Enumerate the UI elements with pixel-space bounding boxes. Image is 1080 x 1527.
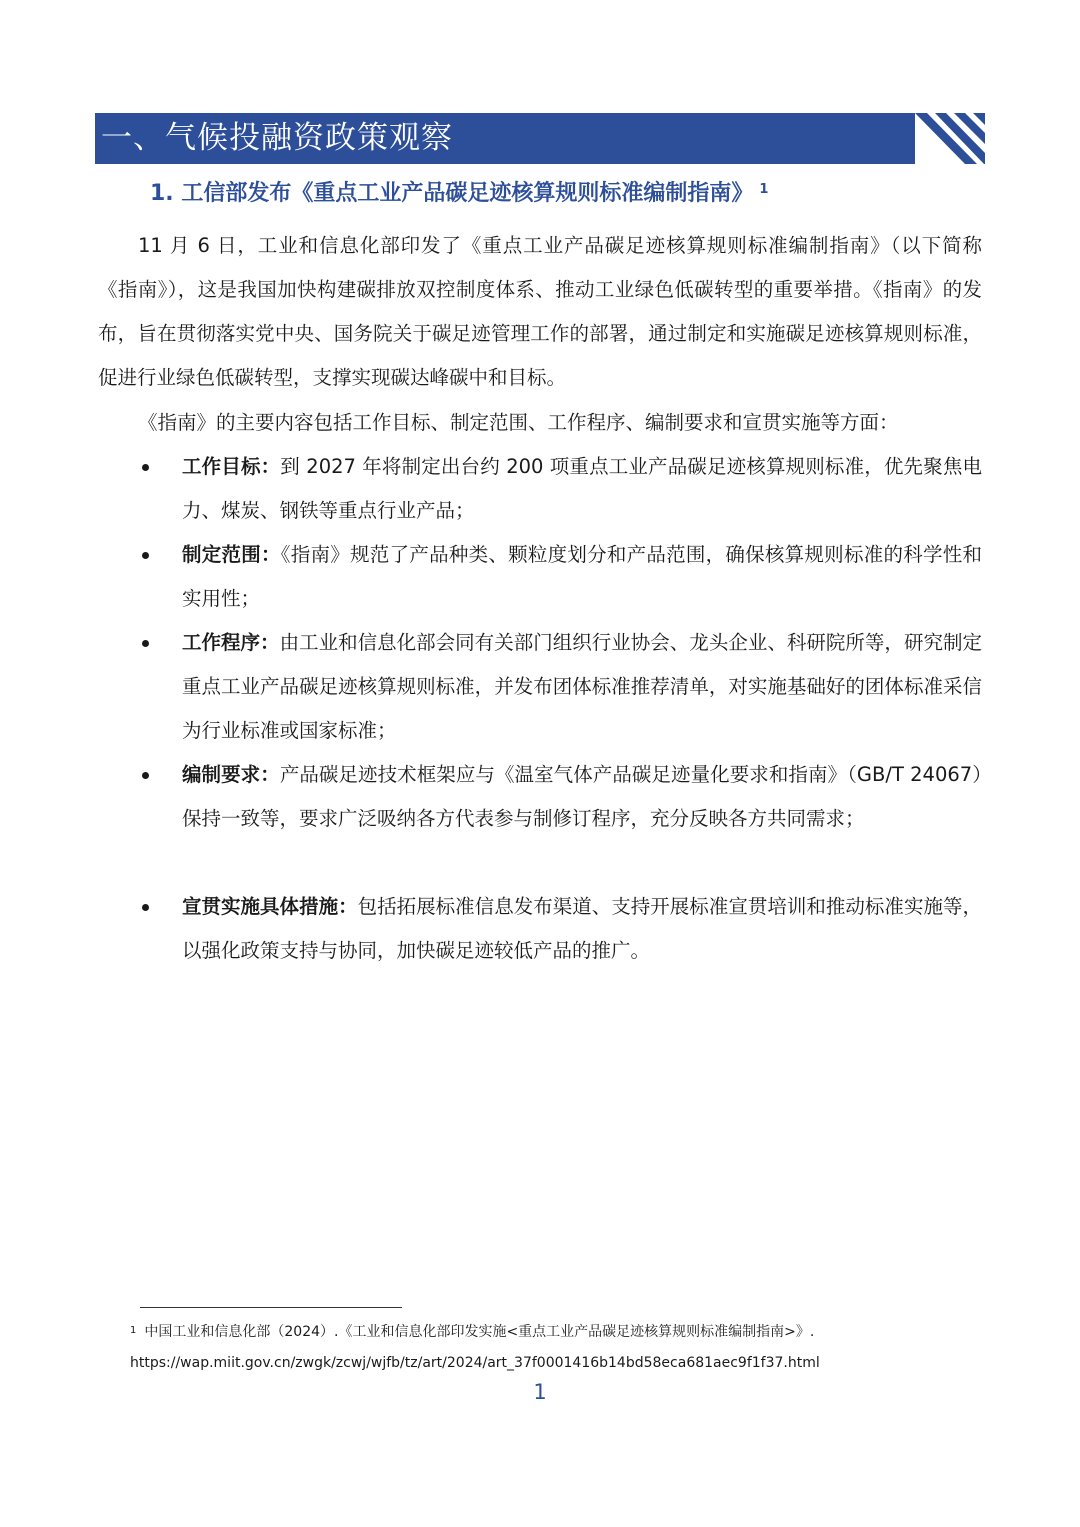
bullet-icon <box>142 772 149 779</box>
bullet-lead: 宣贯实施具体措施： <box>182 895 358 918</box>
bullet-icon <box>142 464 149 471</box>
banner-stripes-decoration <box>915 113 985 164</box>
bullet-text: 包括拓展标准信息发布渠道、支持开展标准宣贯培训和推动标准实施等，以强化政策支持与协同，加快碳足迹较低产品的推广。 <box>182 895 982 962</box>
footnote-reference[interactable]: 1 <box>759 182 769 197</box>
list-item <box>98 753 982 885</box>
bullet-text: 到 2027 年将制定出台约 200 项重点工业产品碳足迹核算规则标准，优先聚焦电力、煤炭、钢铁等重点行业产品； <box>182 455 982 522</box>
contents-paragraph: 《指南》的主要内容包括工作目标、制定范围、工作程序、编制要求和宣贯实施等方面： <box>138 411 899 434</box>
bullet-text: 《指南》规范了产品种类、颗粒度划分和产品范围，确保核算规则标准的科学性和实用性； <box>182 543 982 610</box>
footnote <box>130 1317 950 1379</box>
bullet-list <box>98 445 982 973</box>
bullet-icon <box>142 552 149 559</box>
list-item <box>98 533 982 621</box>
footnote-divider <box>140 1307 402 1308</box>
section-banner <box>95 113 985 164</box>
footnote-mark: 1 <box>130 1325 137 1336</box>
list-item <box>98 621 982 753</box>
list-item <box>98 445 982 533</box>
footnote-citation-line <box>130 1317 950 1348</box>
bullet-lead: 制定范围： <box>182 543 281 566</box>
list-item <box>98 885 982 973</box>
section-heading <box>150 176 768 212</box>
section-heading-text: 1. 工信部发布《重点工业产品碳足迹核算规则标准编制指南》 <box>150 181 754 206</box>
bullet-lead: 编制要求： <box>182 763 280 786</box>
footnote-citation: 中国工业和信息化部（2024）.《工业和信息化部印发实施<重点工业产品碳足迹核算规则标准编制指南>》. <box>144 1324 815 1340</box>
bullet-icon <box>142 904 149 911</box>
page-number: 1 <box>533 1380 547 1404</box>
bullet-text: 产品碳足迹技术框架应与《温室气体产品碳足迹量化要求和指南》（GB/T 24067）保持一致等，要求广泛吸纳各方代表参与制修订程序，充分反映各方共同需求； <box>182 763 982 830</box>
intro-paragraph: 11 月 6 日，工业和信息化部印发了《重点工业产品碳足迹核算规则标准编制指南》（以下简称《指南》），这是我国加快构建碳排放双控制度体系、推动工业绿色低碳转型的重要举措。《指南》的发布，旨在贯彻落实党中央、国务院关于碳足迹管理工作的部署，通过制定和实施碳足迹核算规则标准，促进行业绿色低碳转型，支撑实现碳达峰碳中和目标。 <box>98 234 982 389</box>
banner-title: 一、气候投融资政策观察 <box>101 120 453 156</box>
bullet-icon <box>142 640 149 647</box>
bullet-lead: 工作程序： <box>182 631 280 654</box>
bullet-lead: 工作目标： <box>182 455 281 478</box>
bullet-text: 由工业和信息化部会同有关部门组织行业协会、龙头企业、科研院所等，研究制定重点工业产品碳足迹核算规则标准，并发布团体标准推荐清单，对实施基础好的团体标准采信为行业标准或国家标准； <box>182 631 982 742</box>
footnote-url[interactable]: https://wap.miit.gov.cn/zwgk/zcwj/wjfb/tz/art/2024/art_37f0001416b14bd58eca681aec9f1f37.html <box>130 1355 820 1371</box>
